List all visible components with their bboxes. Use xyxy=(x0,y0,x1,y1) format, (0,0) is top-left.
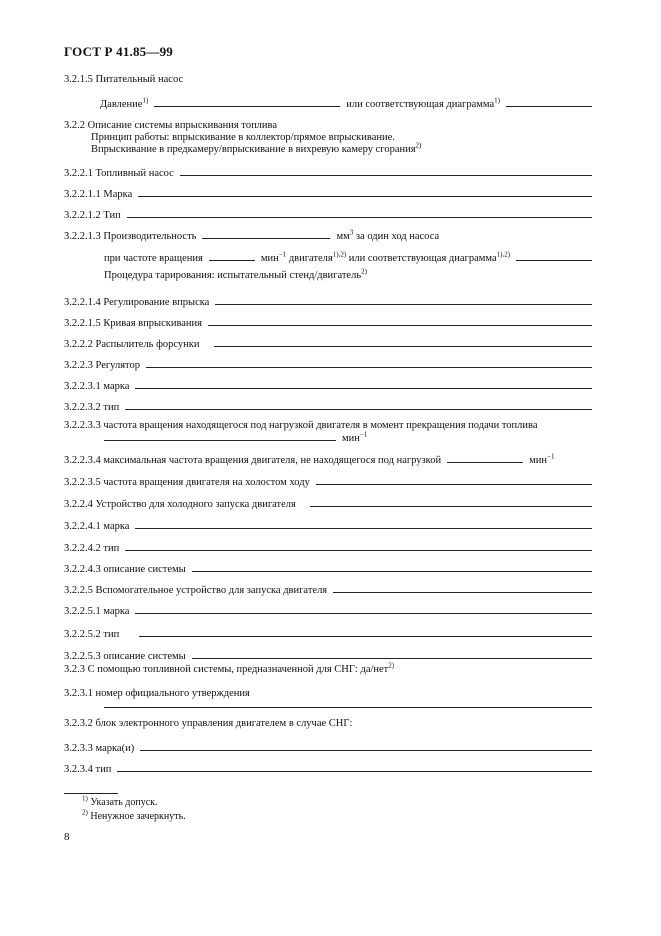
section-3-2-1-5: 3.2.1.5 Питательный насос xyxy=(64,74,184,85)
starting-aid-description-field[interactable] xyxy=(192,657,592,659)
section-3-2-2-4-3: 3.2.2.4.3 описание системы xyxy=(64,559,592,575)
footnote-1: $^{1)}$ Указать допуск. xyxy=(82,794,158,808)
pump-make-field[interactable] xyxy=(138,195,592,197)
section-3-2-3: 3.2.3 С помощью топливной системы, предназначенной для СНГ: да/нет$^{2)}$ xyxy=(64,661,395,675)
governor-make-field[interactable] xyxy=(135,387,592,389)
section-3-2-2-3-5: 3.2.2.3.5 частота вращения двигателя на холостом ходу xyxy=(64,472,592,488)
cutoff-speed-field[interactable] xyxy=(104,439,336,441)
section-3-2-2-5-1: 3.2.2.5.1 марка xyxy=(64,601,592,617)
section-3-2-2-5: 3.2.2.5 Вспомогательное устройство для запуска двигателя xyxy=(64,580,592,596)
document-header: ГОСТ Р 41.85—99 xyxy=(64,44,173,59)
pressure-label: Давление$^{1)}$ xyxy=(100,96,149,110)
calibration-procedure: Процедура тарирования: испытательный стенд/двигатель$^{2)}$ xyxy=(104,267,367,281)
pump-type-field[interactable] xyxy=(127,216,592,218)
starting-aid-field[interactable] xyxy=(333,591,592,593)
section-3-2-2-3-1: 3.2.2.3.1 марка xyxy=(64,376,592,392)
cold-start-type-field[interactable] xyxy=(125,549,592,551)
section-3-2-2-2: 3.2.2.2 Распылитель форсунки xyxy=(64,334,592,350)
governor-field[interactable] xyxy=(146,366,592,368)
starting-aid-make-field[interactable] xyxy=(135,612,592,614)
injection-curve-field[interactable] xyxy=(208,324,592,326)
cold-start-field[interactable] xyxy=(310,505,592,507)
ecu-type-field[interactable] xyxy=(117,770,592,772)
section-3-2-2-4-1: 3.2.2.4.1 марка xyxy=(64,516,592,532)
section-3-2-2-5-2: 3.2.2.5.2 тип xyxy=(64,624,592,640)
section-3-2-3-4: 3.2.3.4 тип xyxy=(64,759,592,775)
governor-type-field[interactable] xyxy=(125,408,592,410)
section-3-2-2-4: 3.2.2.4 Устройство для холодного запуска двигателя xyxy=(64,494,592,510)
starting-aid-type-field[interactable] xyxy=(139,635,592,637)
section-3-2-2-1-5: 3.2.2.1.5 Кривая впрыскивания xyxy=(64,313,592,329)
cold-start-description-field[interactable] xyxy=(192,570,592,572)
approval-number-field[interactable] xyxy=(104,707,592,708)
cold-start-make-field[interactable] xyxy=(135,527,592,529)
section-3-2-2-3: 3.2.2.3 Регулятор xyxy=(64,355,592,371)
footnote-2: $^{2)}$ Ненужное зачеркнуть. xyxy=(82,808,186,822)
injection-timing-field[interactable] xyxy=(215,303,592,305)
section-3-2-2-5-3: 3.2.2.5.3 описание системы xyxy=(64,646,592,662)
operating-principle: Принцип работы: впрыскивание в коллектор/прямое впрыскивание. xyxy=(91,132,395,143)
section-3-2-2-1-2: 3.2.2.1.2 Тип xyxy=(64,205,592,221)
pressure-diagram-field[interactable] xyxy=(506,105,592,107)
section-3-2-2-1: 3.2.2.1 Топливный насос xyxy=(64,163,592,179)
section-3-2-3-2: 3.2.3.2 блок электронного управления двигателем в случае СНГ: xyxy=(64,718,353,729)
pressure-diagram-label: или соответствующая диаграмма$^{1)}$ xyxy=(346,96,500,110)
fuel-pump-field[interactable] xyxy=(180,174,592,176)
pressure-line xyxy=(100,94,592,110)
max-speed-field[interactable] xyxy=(447,461,523,463)
speed-field[interactable] xyxy=(209,259,255,261)
section-3-2-2-1-3: 3.2.2.1.3 Производительность $мм^3$ за один ход насоса xyxy=(64,228,440,242)
footnote-divider xyxy=(64,793,118,794)
delivery-field[interactable] xyxy=(202,237,330,239)
speed-diagram-field[interactable] xyxy=(516,259,592,261)
section-3-2-2-1-1: 3.2.2.1.1 Марка xyxy=(64,184,592,200)
section-3-2-2-3-4: 3.2.2.3.4 максимальная частота вращения двигателя, не находящегося под нагрузкой мин$^{-1}$ xyxy=(64,452,555,466)
pressure-field[interactable] xyxy=(154,105,340,107)
section-3-2-2-4-2: 3.2.2.4.2 тип xyxy=(64,538,592,554)
section-3-2-2-1-4: 3.2.2.1.4 Регулирование впрыска xyxy=(64,292,592,308)
ecu-make-field[interactable] xyxy=(140,749,592,751)
section-3-2-3-1: 3.2.3.1 номер официального утверждения xyxy=(64,688,250,699)
section-3-2-2: 3.2.2 Описание системы впрыскивания топлива xyxy=(64,120,278,131)
section-3-2-2-3-2: 3.2.2.3.2 тип xyxy=(64,397,592,413)
prechamber-injection: Впрыскивание в предкамеру/впрыскивание в вихревую камеру сгорания$^{2)}$ xyxy=(91,141,422,155)
page-number: 8 xyxy=(64,831,70,843)
cutoff-speed-line: мин$^{-1}$ xyxy=(104,428,404,444)
idle-speed-field[interactable] xyxy=(316,483,592,485)
section-3-2-2-3-3: 3.2.2.3.3 частота вращения находящегося под нагрузкой двигателя в момент прекращения подачи топлива xyxy=(64,420,538,431)
nozzle-field[interactable] xyxy=(214,345,592,347)
speed-line: при частоте вращения мин$^{-1}$ двигателя$^{1),2)}$ или соответствующая диаграмма$^{1),2)}$ xyxy=(104,248,592,264)
section-3-2-3-3: 3.2.3.3 марка(и) xyxy=(64,738,592,754)
